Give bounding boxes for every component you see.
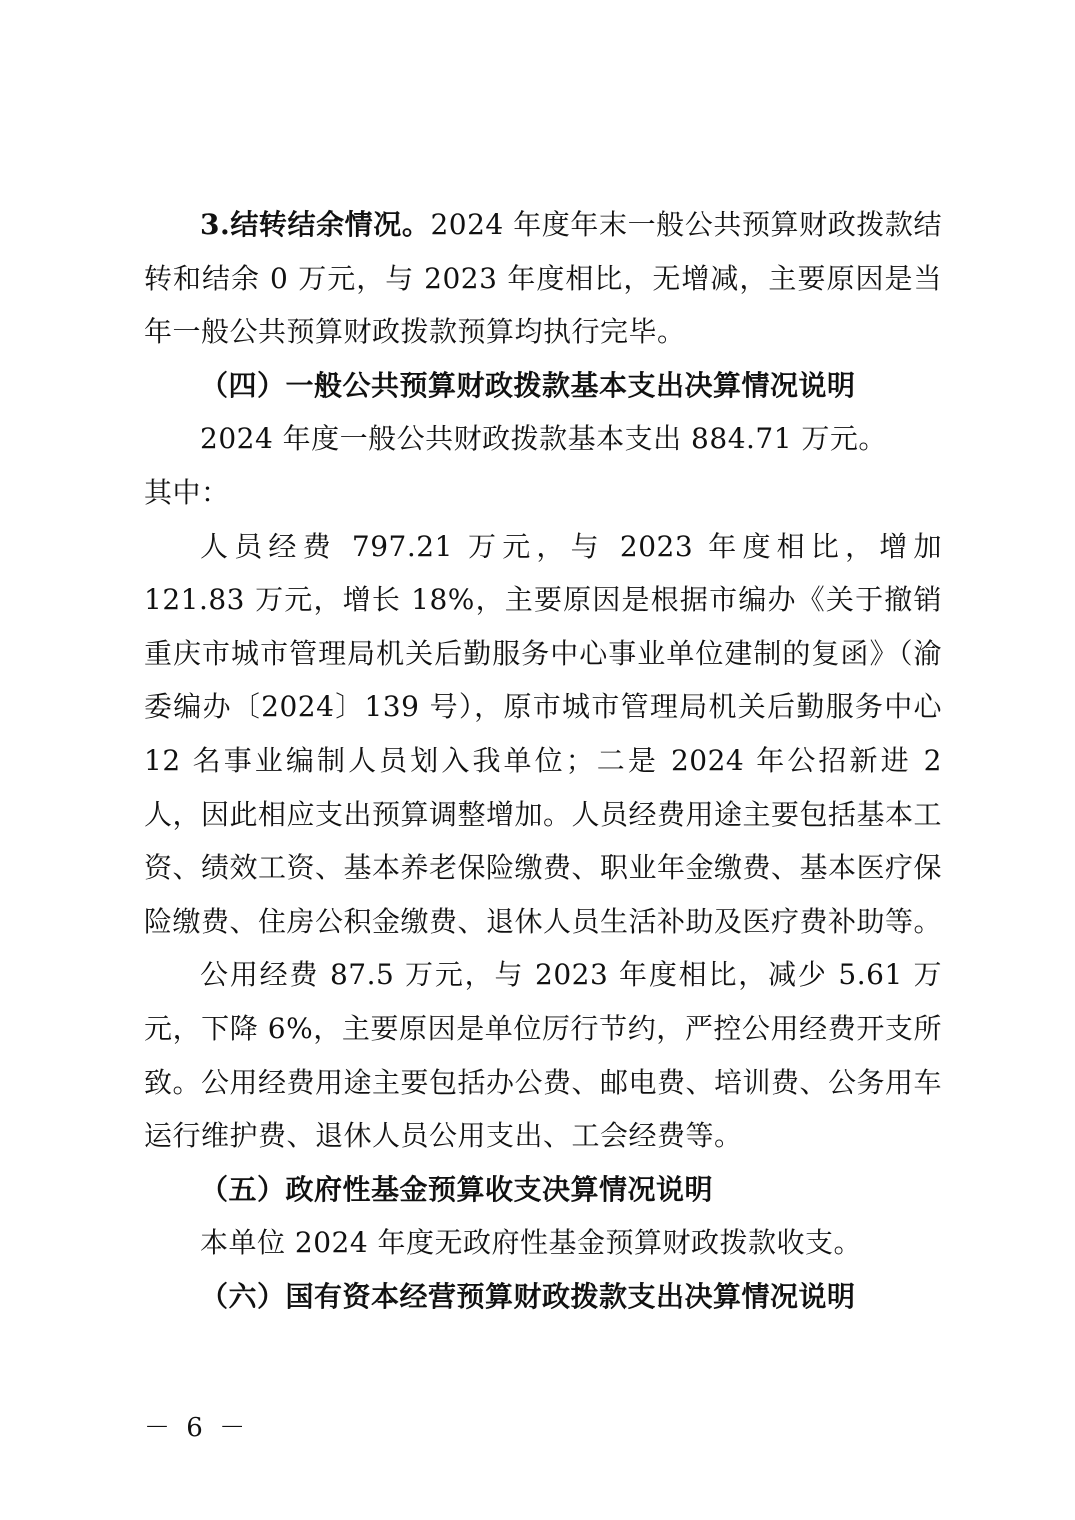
section-heading-4: （四）一般公共预算财政拨款基本支出决算情况说明 bbox=[200, 368, 856, 402]
page-number: － 6 － bbox=[144, 1413, 250, 1443]
paragraph-carryover bbox=[144, 198, 942, 359]
paragraph-lead: 3.结转结余情况。 bbox=[200, 208, 431, 241]
document-body bbox=[144, 198, 942, 1323]
paragraph-among: 其中： bbox=[144, 475, 230, 509]
paragraph-personnel-expense: 人员经费 797.21 万元，与 2023 年度相比，增加 121.83 万元，增长 18%，主要原因是根据市编办《关于撤销重庆市城市管理局机关后勤服务中心事业单位建制的复函》（渝委编办〔2024〕139 号），原市城市管理局机关后勤服务中心 12 名事业编制人员划入我单位；二是 2024 年公招新进 2 人，因此相应支出预算调整增加。人员经费用途主要包括基本工资、绩效工资、基本养老保险缴费、职业年金缴费、基本医疗保险缴费、住房公积金缴费、退休人员生活补助及医疗费补助等。 bbox=[144, 529, 943, 938]
paragraph-basic-expense: 2024 年度一般公共财政拨款基本支出 884.71 万元。 bbox=[200, 422, 887, 456]
section-heading-6: （六）国有资本经营预算财政拨款支出决算情况说明 bbox=[200, 1279, 856, 1313]
paragraph-text: 2024 年度年末一般公共预算财政拨款结转和结余 0 万元，与 2023 年度相比，无增减，主要原因是当年一般公共预算财政拨款预算均执行完毕。 bbox=[144, 208, 942, 349]
paragraph-public-expense: 公用经费 87.5 万元，与 2023 年度相比，减少 5.61 万元，下降 6%，主要原因是单位厉行节约，严控公用经费开支所致。公用经费用途主要包括办公费、邮电费、培训费、公务用车运行维护费、退休人员公用支出、工会经费等。 bbox=[144, 958, 943, 1153]
paragraph-government-fund: 本单位 2024 年度无政府性基金预算财政拨款收支。 bbox=[200, 1226, 863, 1260]
section-heading-5: （五）政府性基金预算收支决算情况说明 bbox=[200, 1172, 714, 1206]
